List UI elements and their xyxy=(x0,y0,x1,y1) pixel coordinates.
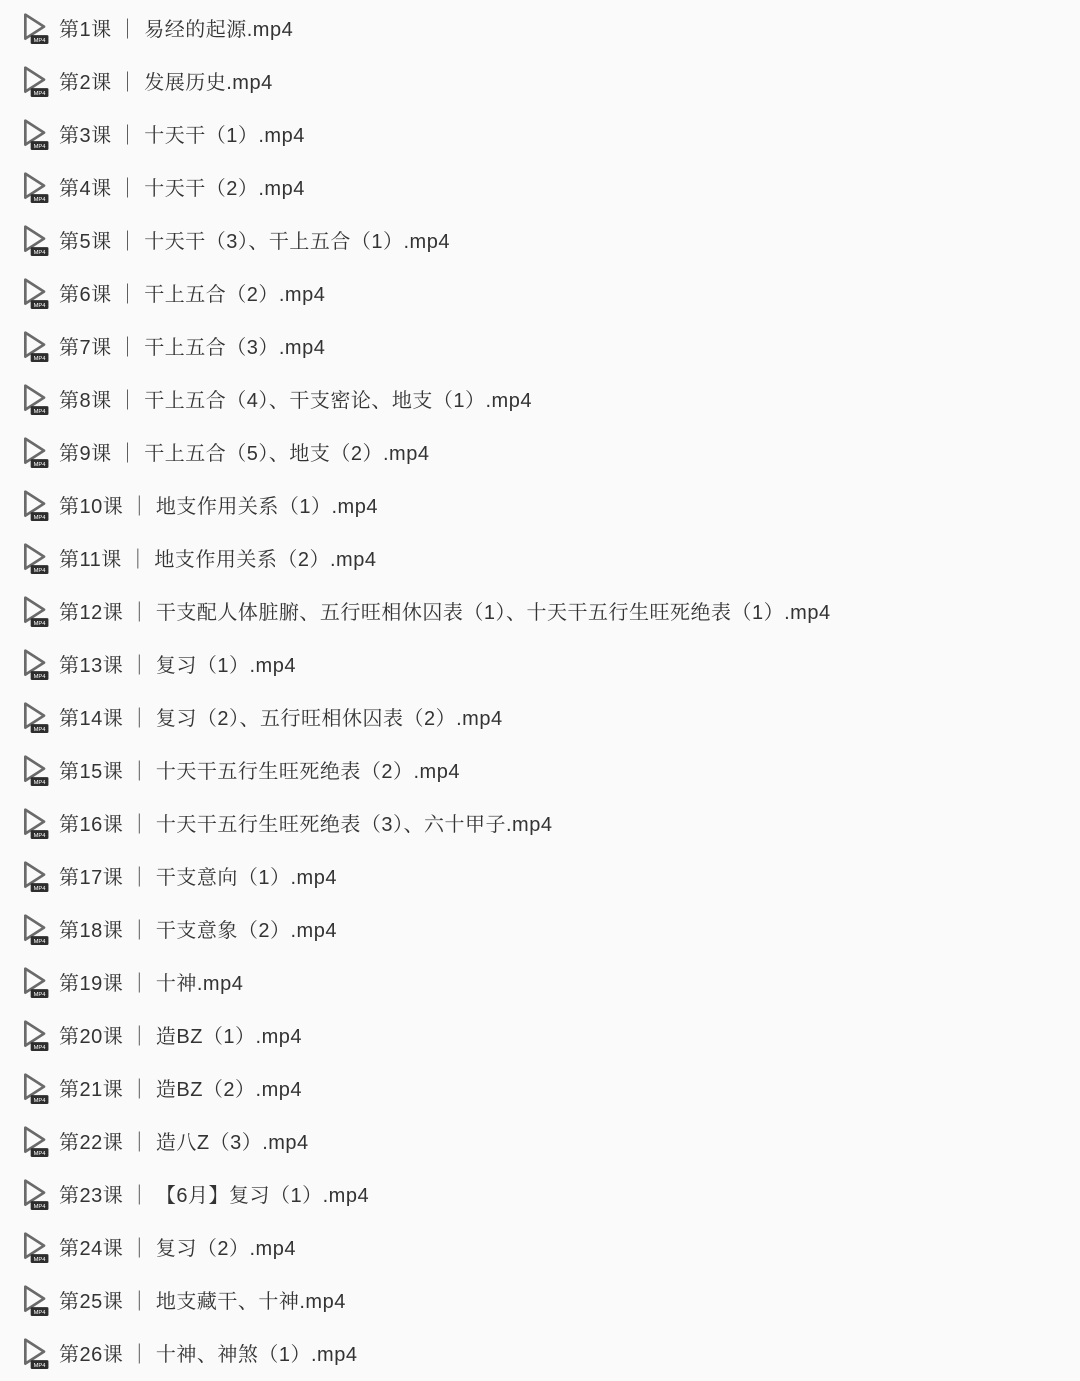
file-name: 第14课 ｜ 复习（2）、五行旺相休囚表（2）.mp4 xyxy=(59,708,503,730)
file-name: 第25课 ｜ 地支藏干、十神.mp4 xyxy=(59,1291,346,1313)
file-list-item[interactable] xyxy=(0,1,1080,54)
mp4-badge-label: MP4 xyxy=(33,567,46,574)
mp4-play-icon xyxy=(19,910,53,948)
file-name: 第10课 ｜ 地支作用关系（1）.mp4 xyxy=(59,496,378,518)
file-list-item[interactable] xyxy=(0,54,1080,107)
mp4-badge-label: MP4 xyxy=(33,673,46,680)
file-list-item[interactable] xyxy=(0,1061,1080,1114)
mp4-play-icon xyxy=(19,168,53,206)
mp4-play-icon xyxy=(19,1228,53,1266)
file-name: 第19课 ｜ 十神.mp4 xyxy=(59,973,244,995)
mp4-badge-label: MP4 xyxy=(33,514,46,521)
mp4-play-icon xyxy=(19,486,53,524)
file-name: 第23课 ｜ 【6月】复习（1）.mp4 xyxy=(59,1185,370,1207)
mp4-play-icon xyxy=(19,1175,53,1213)
mp4-badge-label: MP4 xyxy=(33,1362,46,1369)
mp4-play-icon xyxy=(19,592,53,630)
mp4-badge-label: MP4 xyxy=(33,408,46,415)
mp4-badge-label: MP4 xyxy=(33,355,46,362)
file-name: 第4课 ｜ 十天干（2）.mp4 xyxy=(59,178,305,200)
mp4-badge-label: MP4 xyxy=(33,37,46,44)
mp4-play-icon xyxy=(19,9,53,47)
file-list-item[interactable] xyxy=(0,1273,1080,1326)
file-name: 第15课 ｜ 十天干五行生旺死绝表（2）.mp4 xyxy=(59,761,460,783)
file-list-item[interactable] xyxy=(0,213,1080,266)
mp4-play-icon xyxy=(19,115,53,153)
mp4-badge-label: MP4 xyxy=(33,1256,46,1263)
file-list-item[interactable] xyxy=(0,955,1080,1008)
file-name: 第22课 ｜ 造八Z（3）.mp4 xyxy=(59,1132,309,1154)
mp4-play-icon xyxy=(19,1016,53,1054)
mp4-play-icon xyxy=(19,274,53,312)
file-name: 第20课 ｜ 造BZ（1）.mp4 xyxy=(59,1026,303,1048)
file-list-item[interactable] xyxy=(0,372,1080,425)
file-name: 第26课 ｜ 十神、神煞（1）.mp4 xyxy=(59,1344,358,1366)
mp4-badge-label: MP4 xyxy=(33,938,46,945)
mp4-badge-label: MP4 xyxy=(33,90,46,97)
mp4-play-icon xyxy=(19,751,53,789)
mp4-badge-label: MP4 xyxy=(33,885,46,892)
mp4-play-icon xyxy=(19,1334,53,1372)
mp4-play-icon xyxy=(19,645,53,683)
mp4-badge-label: MP4 xyxy=(33,726,46,733)
mp4-badge-label: MP4 xyxy=(33,779,46,786)
file-name: 第17课 ｜ 干支意向（1）.mp4 xyxy=(59,867,337,889)
mp4-play-icon xyxy=(19,62,53,100)
mp4-play-icon xyxy=(19,1281,53,1319)
mp4-play-icon xyxy=(19,327,53,365)
mp4-badge-label: MP4 xyxy=(33,1309,46,1316)
file-list-item[interactable] xyxy=(0,478,1080,531)
file-list-item[interactable] xyxy=(0,796,1080,849)
file-name: 第6课 ｜ 干上五合（2）.mp4 xyxy=(59,284,326,306)
file-list-item[interactable] xyxy=(0,425,1080,478)
mp4-badge-label: MP4 xyxy=(33,249,46,256)
mp4-badge-label: MP4 xyxy=(33,1097,46,1104)
file-list-item[interactable] xyxy=(0,266,1080,319)
file-name: 第8课 ｜ 干上五合（4）、干支密论、地支（1）.mp4 xyxy=(59,390,532,412)
file-name: 第11课 ｜ 地支作用关系（2）.mp4 xyxy=(59,549,377,571)
mp4-play-icon xyxy=(19,1122,53,1160)
file-list-item[interactable] xyxy=(0,584,1080,637)
mp4-badge-label: MP4 xyxy=(33,832,46,839)
file-list-item[interactable] xyxy=(0,160,1080,213)
file-list-item[interactable] xyxy=(0,849,1080,902)
mp4-badge-label: MP4 xyxy=(33,461,46,468)
file-list-item[interactable] xyxy=(0,107,1080,160)
mp4-play-icon xyxy=(19,698,53,736)
file-list-item[interactable] xyxy=(0,1008,1080,1061)
mp4-play-icon xyxy=(19,804,53,842)
file-name: 第16课 ｜ 十天干五行生旺死绝表（3）、六十甲子.mp4 xyxy=(59,814,553,836)
file-list-item[interactable] xyxy=(0,1167,1080,1220)
file-name: 第21课 ｜ 造BZ（2）.mp4 xyxy=(59,1079,303,1101)
file-list-item[interactable] xyxy=(0,902,1080,955)
file-list-item[interactable] xyxy=(0,319,1080,372)
file-name: 第24课 ｜ 复习（2）.mp4 xyxy=(59,1238,296,1260)
mp4-play-icon xyxy=(19,1069,53,1107)
file-name: 第18课 ｜ 干支意象（2）.mp4 xyxy=(59,920,337,942)
file-list-item[interactable] xyxy=(0,690,1080,743)
file-list-item[interactable] xyxy=(0,637,1080,690)
file-list-item[interactable] xyxy=(0,743,1080,796)
mp4-badge-label: MP4 xyxy=(33,1203,46,1210)
mp4-badge-label: MP4 xyxy=(33,1150,46,1157)
file-name: 第5课 ｜ 十天干（3）、干上五合（1）.mp4 xyxy=(59,231,450,253)
mp4-play-icon xyxy=(19,380,53,418)
file-list-item[interactable] xyxy=(0,531,1080,584)
file-name: 第9课 ｜ 干上五合（5）、地支（2）.mp4 xyxy=(59,443,430,465)
mp4-play-icon xyxy=(19,539,53,577)
file-name: 第3课 ｜ 十天干（1）.mp4 xyxy=(59,125,305,147)
mp4-play-icon xyxy=(19,433,53,471)
mp4-badge-label: MP4 xyxy=(33,620,46,627)
mp4-badge-label: MP4 xyxy=(33,196,46,203)
mp4-play-icon xyxy=(19,963,53,1001)
mp4-badge-label: MP4 xyxy=(33,143,46,150)
file-name: 第2课 ｜ 发展历史.mp4 xyxy=(59,72,273,94)
mp4-badge-label: MP4 xyxy=(33,991,46,998)
mp4-badge-label: MP4 xyxy=(33,302,46,309)
file-list-item[interactable] xyxy=(0,1326,1080,1379)
file-list-item[interactable] xyxy=(0,1220,1080,1273)
mp4-badge-label: MP4 xyxy=(33,1044,46,1051)
file-list-item[interactable] xyxy=(0,1114,1080,1167)
file-name: 第7课 ｜ 干上五合（3）.mp4 xyxy=(59,337,326,359)
mp4-play-icon xyxy=(19,221,53,259)
mp4-play-icon xyxy=(19,857,53,895)
file-name: 第12课 ｜ 干支配人体脏腑、五行旺相休囚表（1）、十天干五行生旺死绝表（1）.mp4 xyxy=(59,602,831,624)
file-name: 第13课 ｜ 复习（1）.mp4 xyxy=(59,655,296,677)
file-name: 第1课 ｜ 易经的起源.mp4 xyxy=(59,19,294,41)
